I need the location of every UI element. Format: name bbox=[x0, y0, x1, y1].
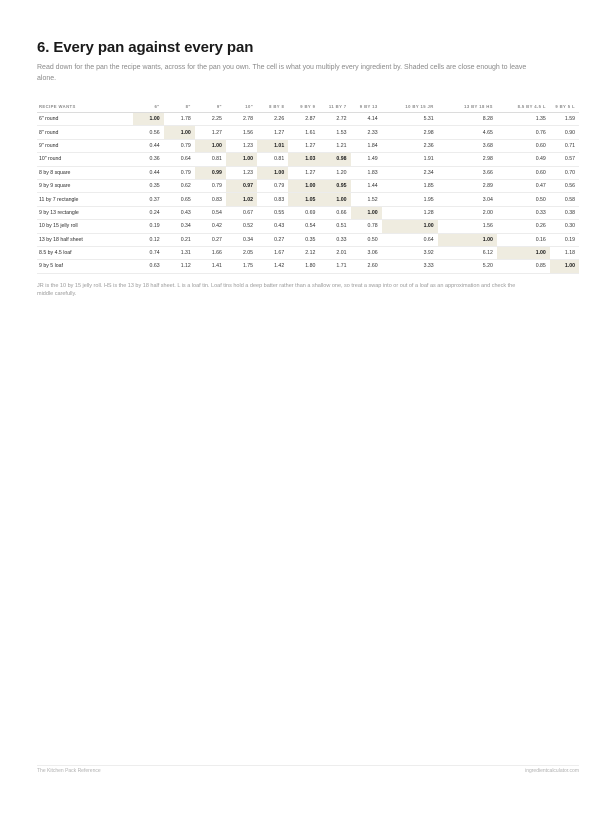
row-label: 10" round bbox=[37, 153, 133, 166]
table-row bbox=[37, 206, 579, 219]
table-cell: 0.44 bbox=[133, 166, 164, 179]
table-row bbox=[37, 153, 579, 166]
table-cell: 1.67 bbox=[257, 246, 288, 259]
table-cell: 0.50 bbox=[351, 233, 382, 246]
column-header: 9" bbox=[195, 100, 226, 113]
table-cell: 0.64 bbox=[382, 233, 438, 246]
column-header: 9 BY 5 L bbox=[550, 100, 579, 113]
row-label: 8" round bbox=[37, 126, 133, 139]
table-cell: 0.66 bbox=[319, 206, 350, 219]
table-cell: 1.41 bbox=[195, 260, 226, 273]
column-header: 8 BY 8 bbox=[257, 100, 288, 113]
table-cell: 1.83 bbox=[351, 166, 382, 179]
page bbox=[37, 38, 579, 304]
column-header: 9 BY 9 bbox=[288, 100, 319, 113]
table-cell: 0.83 bbox=[195, 193, 226, 206]
table-cell: 0.95 bbox=[319, 179, 350, 192]
table-cell: 0.54 bbox=[195, 206, 226, 219]
table-row bbox=[37, 260, 579, 273]
table-cell: 0.65 bbox=[164, 193, 195, 206]
table-cell: 1.20 bbox=[319, 166, 350, 179]
table-row bbox=[37, 220, 579, 233]
table-cell: 1.27 bbox=[195, 126, 226, 139]
table-cell: 1.02 bbox=[226, 193, 257, 206]
column-header: 8" bbox=[164, 100, 195, 113]
row-label: 8.5 by 4.5 loaf bbox=[37, 246, 133, 259]
table-cell: 0.19 bbox=[133, 220, 164, 233]
table-cell: 2.01 bbox=[319, 246, 350, 259]
table-cell: 2.26 bbox=[257, 113, 288, 126]
row-label: 13 by 18 half sheet bbox=[37, 233, 133, 246]
row-label: 10 by 15 jelly roll bbox=[37, 220, 133, 233]
table-cell: 0.43 bbox=[164, 206, 195, 219]
table-cell: 2.05 bbox=[226, 246, 257, 259]
table-cell: 0.98 bbox=[319, 153, 350, 166]
table-cell: 2.36 bbox=[382, 139, 438, 152]
column-header: 13 BY 18 HS bbox=[438, 100, 497, 113]
table-cell: 1.00 bbox=[164, 126, 195, 139]
table-cell: 1.31 bbox=[164, 246, 195, 259]
table-cell: 1.71 bbox=[319, 260, 350, 273]
table-cell: 1.23 bbox=[226, 139, 257, 152]
row-label: 8 by 8 square bbox=[37, 166, 133, 179]
table-cell: 1.59 bbox=[550, 113, 579, 126]
table-cell: 0.12 bbox=[133, 233, 164, 246]
table-cell: 2.78 bbox=[226, 113, 257, 126]
table-cell: 0.90 bbox=[550, 126, 579, 139]
table-cell: 0.56 bbox=[550, 179, 579, 192]
column-header: 10" bbox=[226, 100, 257, 113]
table-row bbox=[37, 126, 579, 139]
table-cell: 1.61 bbox=[288, 126, 319, 139]
table-cell: 0.74 bbox=[133, 246, 164, 259]
table-cell: 1.44 bbox=[351, 179, 382, 192]
table-cell: 0.79 bbox=[257, 179, 288, 192]
table-cell: 1.00 bbox=[226, 153, 257, 166]
row-label: 9 by 13 rectangle bbox=[37, 206, 133, 219]
table-cell: 4.14 bbox=[351, 113, 382, 126]
column-header: 6" bbox=[133, 100, 164, 113]
table-cell: 2.87 bbox=[288, 113, 319, 126]
table-cell: 1.27 bbox=[288, 139, 319, 152]
table-cell: 1.95 bbox=[382, 193, 438, 206]
table-cell: 1.00 bbox=[497, 246, 550, 259]
table-cell: 0.49 bbox=[497, 153, 550, 166]
table-cell: 0.63 bbox=[133, 260, 164, 273]
table-cell: 0.71 bbox=[550, 139, 579, 152]
table-cell: 1.78 bbox=[164, 113, 195, 126]
table-cell: 1.52 bbox=[351, 193, 382, 206]
table-cell: 2.89 bbox=[438, 179, 497, 192]
table-cell: 0.37 bbox=[133, 193, 164, 206]
table-row bbox=[37, 179, 579, 192]
table-cell: 0.47 bbox=[497, 179, 550, 192]
page-footer bbox=[37, 765, 579, 774]
table-cell: 0.24 bbox=[133, 206, 164, 219]
table-cell: 0.60 bbox=[497, 139, 550, 152]
footer-right: ingredientcalculator.com bbox=[525, 768, 579, 774]
table-cell: 0.51 bbox=[319, 220, 350, 233]
table-cell: 1.00 bbox=[257, 166, 288, 179]
table-cell: 1.12 bbox=[164, 260, 195, 273]
table-cell: 0.97 bbox=[226, 179, 257, 192]
table-cell: 1.56 bbox=[438, 220, 497, 233]
table-cell: 0.44 bbox=[133, 139, 164, 152]
table-cell: 0.19 bbox=[550, 233, 579, 246]
table-cell: 2.34 bbox=[382, 166, 438, 179]
table-cell: 6.12 bbox=[438, 246, 497, 259]
table-cell: 0.85 bbox=[497, 260, 550, 273]
table-cell: 1.00 bbox=[319, 193, 350, 206]
table-cell: 3.04 bbox=[438, 193, 497, 206]
table-cell: 4.65 bbox=[438, 126, 497, 139]
table-footnote: JR is the 10 by 15 jelly roll. HS is the 13 by 18 half sheet. L is a loaf tin. Loaf tins hold a deep batter rather than a shallow one, so treat a swap into or out of a loaf as an approximation and check the middle carefully. bbox=[37, 282, 516, 298]
table-cell: 8.28 bbox=[438, 113, 497, 126]
table-cell: 1.00 bbox=[133, 113, 164, 126]
table-cell: 1.03 bbox=[288, 153, 319, 166]
table-cell: 3.06 bbox=[351, 246, 382, 259]
table-cell: 3.68 bbox=[438, 139, 497, 152]
table-cell: 0.99 bbox=[195, 166, 226, 179]
table-cell: 0.27 bbox=[257, 233, 288, 246]
table-cell: 1.27 bbox=[288, 166, 319, 179]
corner-header: RECIPE WANTS bbox=[37, 100, 133, 113]
table-cell: 3.92 bbox=[382, 246, 438, 259]
table-cell: 1.84 bbox=[351, 139, 382, 152]
table-cell: 1.23 bbox=[226, 166, 257, 179]
table-cell: 0.35 bbox=[288, 233, 319, 246]
table-cell: 0.42 bbox=[195, 220, 226, 233]
table-cell: 1.66 bbox=[195, 246, 226, 259]
table-cell: 1.49 bbox=[351, 153, 382, 166]
table-cell: 2.98 bbox=[382, 126, 438, 139]
table-cell: 0.79 bbox=[164, 139, 195, 152]
table-cell: 1.35 bbox=[497, 113, 550, 126]
table-cell: 1.01 bbox=[257, 139, 288, 152]
table-cell: 1.21 bbox=[319, 139, 350, 152]
table-cell: 2.72 bbox=[319, 113, 350, 126]
table-cell: 0.67 bbox=[226, 206, 257, 219]
table-cell: 2.98 bbox=[438, 153, 497, 166]
table-cell: 1.00 bbox=[195, 139, 226, 152]
table-cell: 0.52 bbox=[226, 220, 257, 233]
footer-left: The Kitchen Pack Reference bbox=[37, 768, 101, 774]
table-cell: 3.66 bbox=[438, 166, 497, 179]
table-cell: 1.00 bbox=[382, 220, 438, 233]
table-cell: 0.60 bbox=[497, 166, 550, 179]
table-cell: 0.36 bbox=[133, 153, 164, 166]
table-cell: 0.38 bbox=[550, 206, 579, 219]
table-cell: 0.76 bbox=[497, 126, 550, 139]
table-header-row bbox=[37, 100, 579, 113]
table-cell: 1.80 bbox=[288, 260, 319, 273]
table-cell: 0.27 bbox=[195, 233, 226, 246]
table-cell: 1.42 bbox=[257, 260, 288, 273]
table-cell: 0.16 bbox=[497, 233, 550, 246]
pan-conversion-table bbox=[37, 100, 579, 274]
table-cell: 2.25 bbox=[195, 113, 226, 126]
table-cell: 2.33 bbox=[351, 126, 382, 139]
table-cell: 0.78 bbox=[351, 220, 382, 233]
table-cell: 0.70 bbox=[550, 166, 579, 179]
table-cell: 0.54 bbox=[288, 220, 319, 233]
table-cell: 0.62 bbox=[164, 179, 195, 192]
table-cell: 2.12 bbox=[288, 246, 319, 259]
row-label: 9" round bbox=[37, 139, 133, 152]
section-title: 6. Every pan against every pan bbox=[37, 39, 254, 56]
table-cell: 0.81 bbox=[195, 153, 226, 166]
table-cell: 3.33 bbox=[382, 260, 438, 273]
table-cell: 0.69 bbox=[288, 206, 319, 219]
column-header: 8.5 BY 4.5 L bbox=[497, 100, 550, 113]
table-cell: 0.35 bbox=[133, 179, 164, 192]
table-cell: 0.83 bbox=[257, 193, 288, 206]
row-label: 9 by 5 loaf bbox=[37, 260, 133, 273]
row-label: 9 by 9 square bbox=[37, 179, 133, 192]
table-row bbox=[37, 233, 579, 246]
section-intro: Read down for the pan the recipe wants, across for the pan you own. The cell is what you multiply every ingredient by. Shaded cells are close enough to leave alone. bbox=[37, 64, 527, 82]
table-cell: 0.58 bbox=[550, 193, 579, 206]
table-cell: 1.00 bbox=[288, 179, 319, 192]
table-cell: 0.26 bbox=[497, 220, 550, 233]
table-cell: 2.00 bbox=[438, 206, 497, 219]
table-cell: 0.33 bbox=[497, 206, 550, 219]
table-cell: 1.05 bbox=[288, 193, 319, 206]
table-cell: 0.21 bbox=[164, 233, 195, 246]
row-label: 11 by 7 rectangle bbox=[37, 193, 133, 206]
table-cell: 1.00 bbox=[550, 260, 579, 273]
table-cell: 0.50 bbox=[497, 193, 550, 206]
table-cell: 0.57 bbox=[550, 153, 579, 166]
row-label: 6" round bbox=[37, 113, 133, 126]
table-cell: 0.79 bbox=[195, 179, 226, 192]
table-cell: 0.56 bbox=[133, 126, 164, 139]
table-cell: 0.34 bbox=[226, 233, 257, 246]
table-cell: 1.18 bbox=[550, 246, 579, 259]
table-cell: 0.81 bbox=[257, 153, 288, 166]
table-row bbox=[37, 139, 579, 152]
table-cell: 1.28 bbox=[382, 206, 438, 219]
table-cell: 1.91 bbox=[382, 153, 438, 166]
table-cell: 0.64 bbox=[164, 153, 195, 166]
table-row bbox=[37, 166, 579, 179]
table-row bbox=[37, 113, 579, 126]
table-cell: 0.33 bbox=[319, 233, 350, 246]
column-header: 11 BY 7 bbox=[319, 100, 350, 113]
table-cell: 1.00 bbox=[351, 206, 382, 219]
table-cell: 1.27 bbox=[257, 126, 288, 139]
table-cell: 0.55 bbox=[257, 206, 288, 219]
table-cell: 2.60 bbox=[351, 260, 382, 273]
table-row bbox=[37, 246, 579, 259]
column-header: 10 BY 15 JR bbox=[382, 100, 438, 113]
table-cell: 0.79 bbox=[164, 166, 195, 179]
table-cell: 1.56 bbox=[226, 126, 257, 139]
table-cell: 1.00 bbox=[438, 233, 497, 246]
table-row bbox=[37, 193, 579, 206]
table-cell: 1.53 bbox=[319, 126, 350, 139]
column-header: 9 BY 13 bbox=[351, 100, 382, 113]
table-cell: 5.20 bbox=[438, 260, 497, 273]
table-cell: 5.31 bbox=[382, 113, 438, 126]
table-cell: 0.30 bbox=[550, 220, 579, 233]
table-cell: 0.43 bbox=[257, 220, 288, 233]
table-cell: 0.34 bbox=[164, 220, 195, 233]
table-cell: 1.75 bbox=[226, 260, 257, 273]
table-cell: 1.85 bbox=[382, 179, 438, 192]
